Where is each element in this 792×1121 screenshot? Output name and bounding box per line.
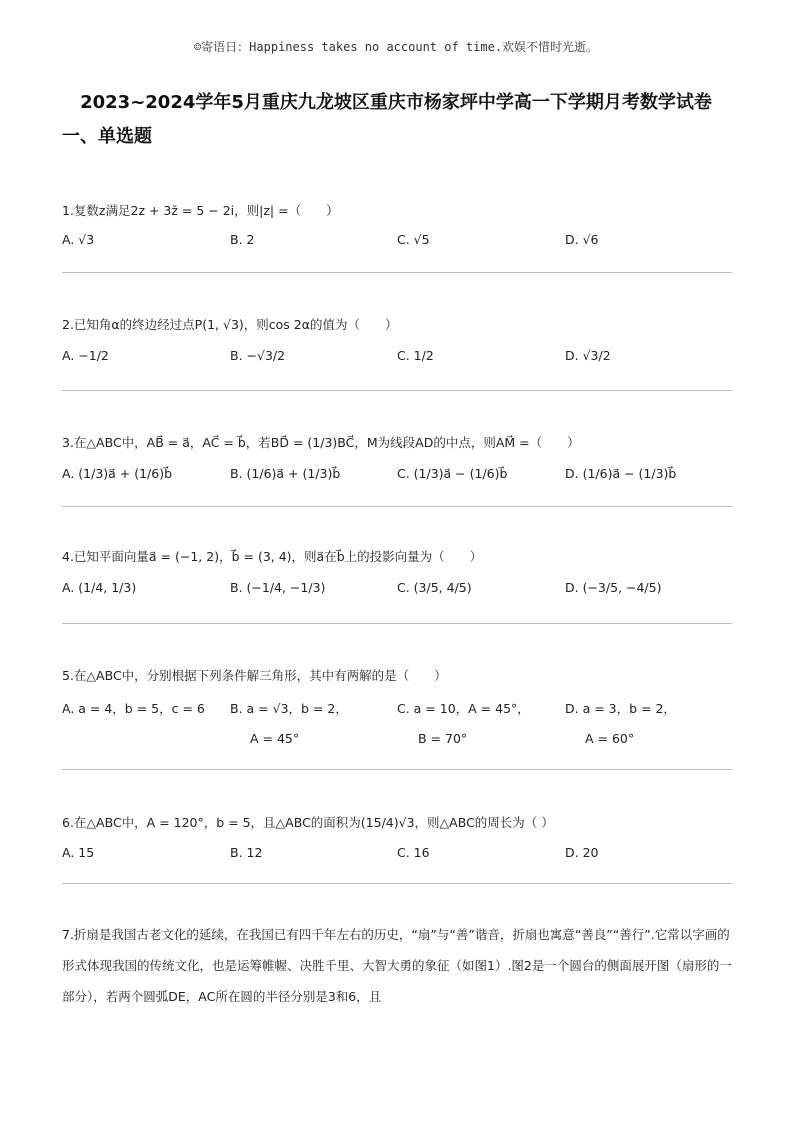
- q1-option-d: D. √6: [565, 232, 599, 247]
- section-heading: 一、单选题: [62, 126, 152, 147]
- q1-option-b: B. 2: [230, 232, 255, 247]
- motto: ☺寄语日：Happiness takes no account of time.欢娱不惜时光逝。: [193, 40, 599, 54]
- divider: [62, 272, 732, 273]
- question-7-paragraph: 7.折扇是我国古老文化的延续，在我国已有四千年左右的历史，“扇”与“善”谐音，折扇也寓意“善良”“善行”.它常以字画的形式体现我国的传统文化，也是运筹帷幄、决胜千里、大智大勇的象征（如图1）.图2是一个圆台的侧面展开图（扇形的一部分），若两个圆弧DE，AC所在圆的半径分别是3和6，且: [62, 927, 732, 1004]
- question-6-stem: 6.在△ABC中，A = 120°，b = 5，且△ABC的面积为(15/4)√3，则△ABC的周长为（ ）: [62, 815, 554, 830]
- question-5-stem: 5.在△ABC中，分别根据下列条件解三角形，其中有两解的是（ ）: [62, 668, 447, 683]
- q1-option-a: A. √3: [62, 232, 95, 247]
- q6-option-c: C. 16: [397, 845, 430, 860]
- q5-option-c-line2: B = 70°: [418, 731, 468, 746]
- q5-option-b-line2: A = 45°: [250, 731, 300, 746]
- question-2-stem: 2.已知角α的终边经过点P(1, √3)，则cos 2α的值为（ ）: [62, 317, 398, 332]
- q5-option-c: C. a = 10，A = 45°，: [397, 701, 530, 716]
- divider: [62, 883, 732, 884]
- q3-option-b: B. (1/6)a⃗ + (1/3)b⃗: [230, 466, 341, 481]
- page-title: 2023~2024学年5月重庆九龙坡区重庆市杨家坪中学高一下学期月考数学试卷: [80, 92, 712, 113]
- divider: [62, 506, 732, 507]
- q6-option-a: A. 15: [62, 845, 95, 860]
- q3-option-d: D. (1/6)a⃗ − (1/3)b⃗: [565, 466, 677, 481]
- q6-option-d: D. 20: [565, 845, 599, 860]
- q6-option-b: B. 12: [230, 845, 263, 860]
- q5-option-a: A. a = 4，b = 5，c = 6: [62, 701, 205, 716]
- q2-option-b: B. −√3/2: [230, 348, 286, 363]
- q4-option-b: B. (−1/4, −1/3): [230, 580, 326, 595]
- q2-option-d: D. √3/2: [565, 348, 611, 363]
- divider: [62, 623, 732, 624]
- question-1-stem: 1.复数z满足2z + 3z̄ = 5 − 2i，则|z| =（ ）: [62, 203, 339, 218]
- divider: [62, 769, 732, 770]
- q5-option-b: B. a = √3，b = 2，: [230, 701, 348, 716]
- question-4-stem: 4.已知平面向量a⃗ = (−1, 2)，b⃗ = (3, 4)，则a⃗在b⃗上的投影向量为（ ）: [62, 549, 483, 564]
- q1-option-c: C. √5: [397, 232, 430, 247]
- q3-option-a: A. (1/3)a⃗ + (1/6)b⃗: [62, 466, 173, 481]
- question-3-stem: 3.在△ABC中，AB⃗ = a⃗，AC⃗ = b⃗，若BD⃗ = (1/3)BC⃗，M为线段AD的中点，则AM⃗ =（ ）: [62, 435, 580, 450]
- q4-option-a: A. (1/4, 1/3): [62, 580, 137, 595]
- q5-option-d-line2: A = 60°: [585, 731, 635, 746]
- q3-option-c: C. (1/3)a⃗ − (1/6)b⃗: [397, 466, 508, 481]
- q2-option-a: A. −1/2: [62, 348, 109, 363]
- divider: [62, 390, 732, 391]
- q4-option-c: C. (3/5, 4/5): [397, 580, 472, 595]
- q5-option-d: D. a = 3，b = 2，: [565, 701, 676, 716]
- q2-option-c: C. 1/2: [397, 348, 434, 363]
- q4-option-d: D. (−3/5, −4/5): [565, 580, 662, 595]
